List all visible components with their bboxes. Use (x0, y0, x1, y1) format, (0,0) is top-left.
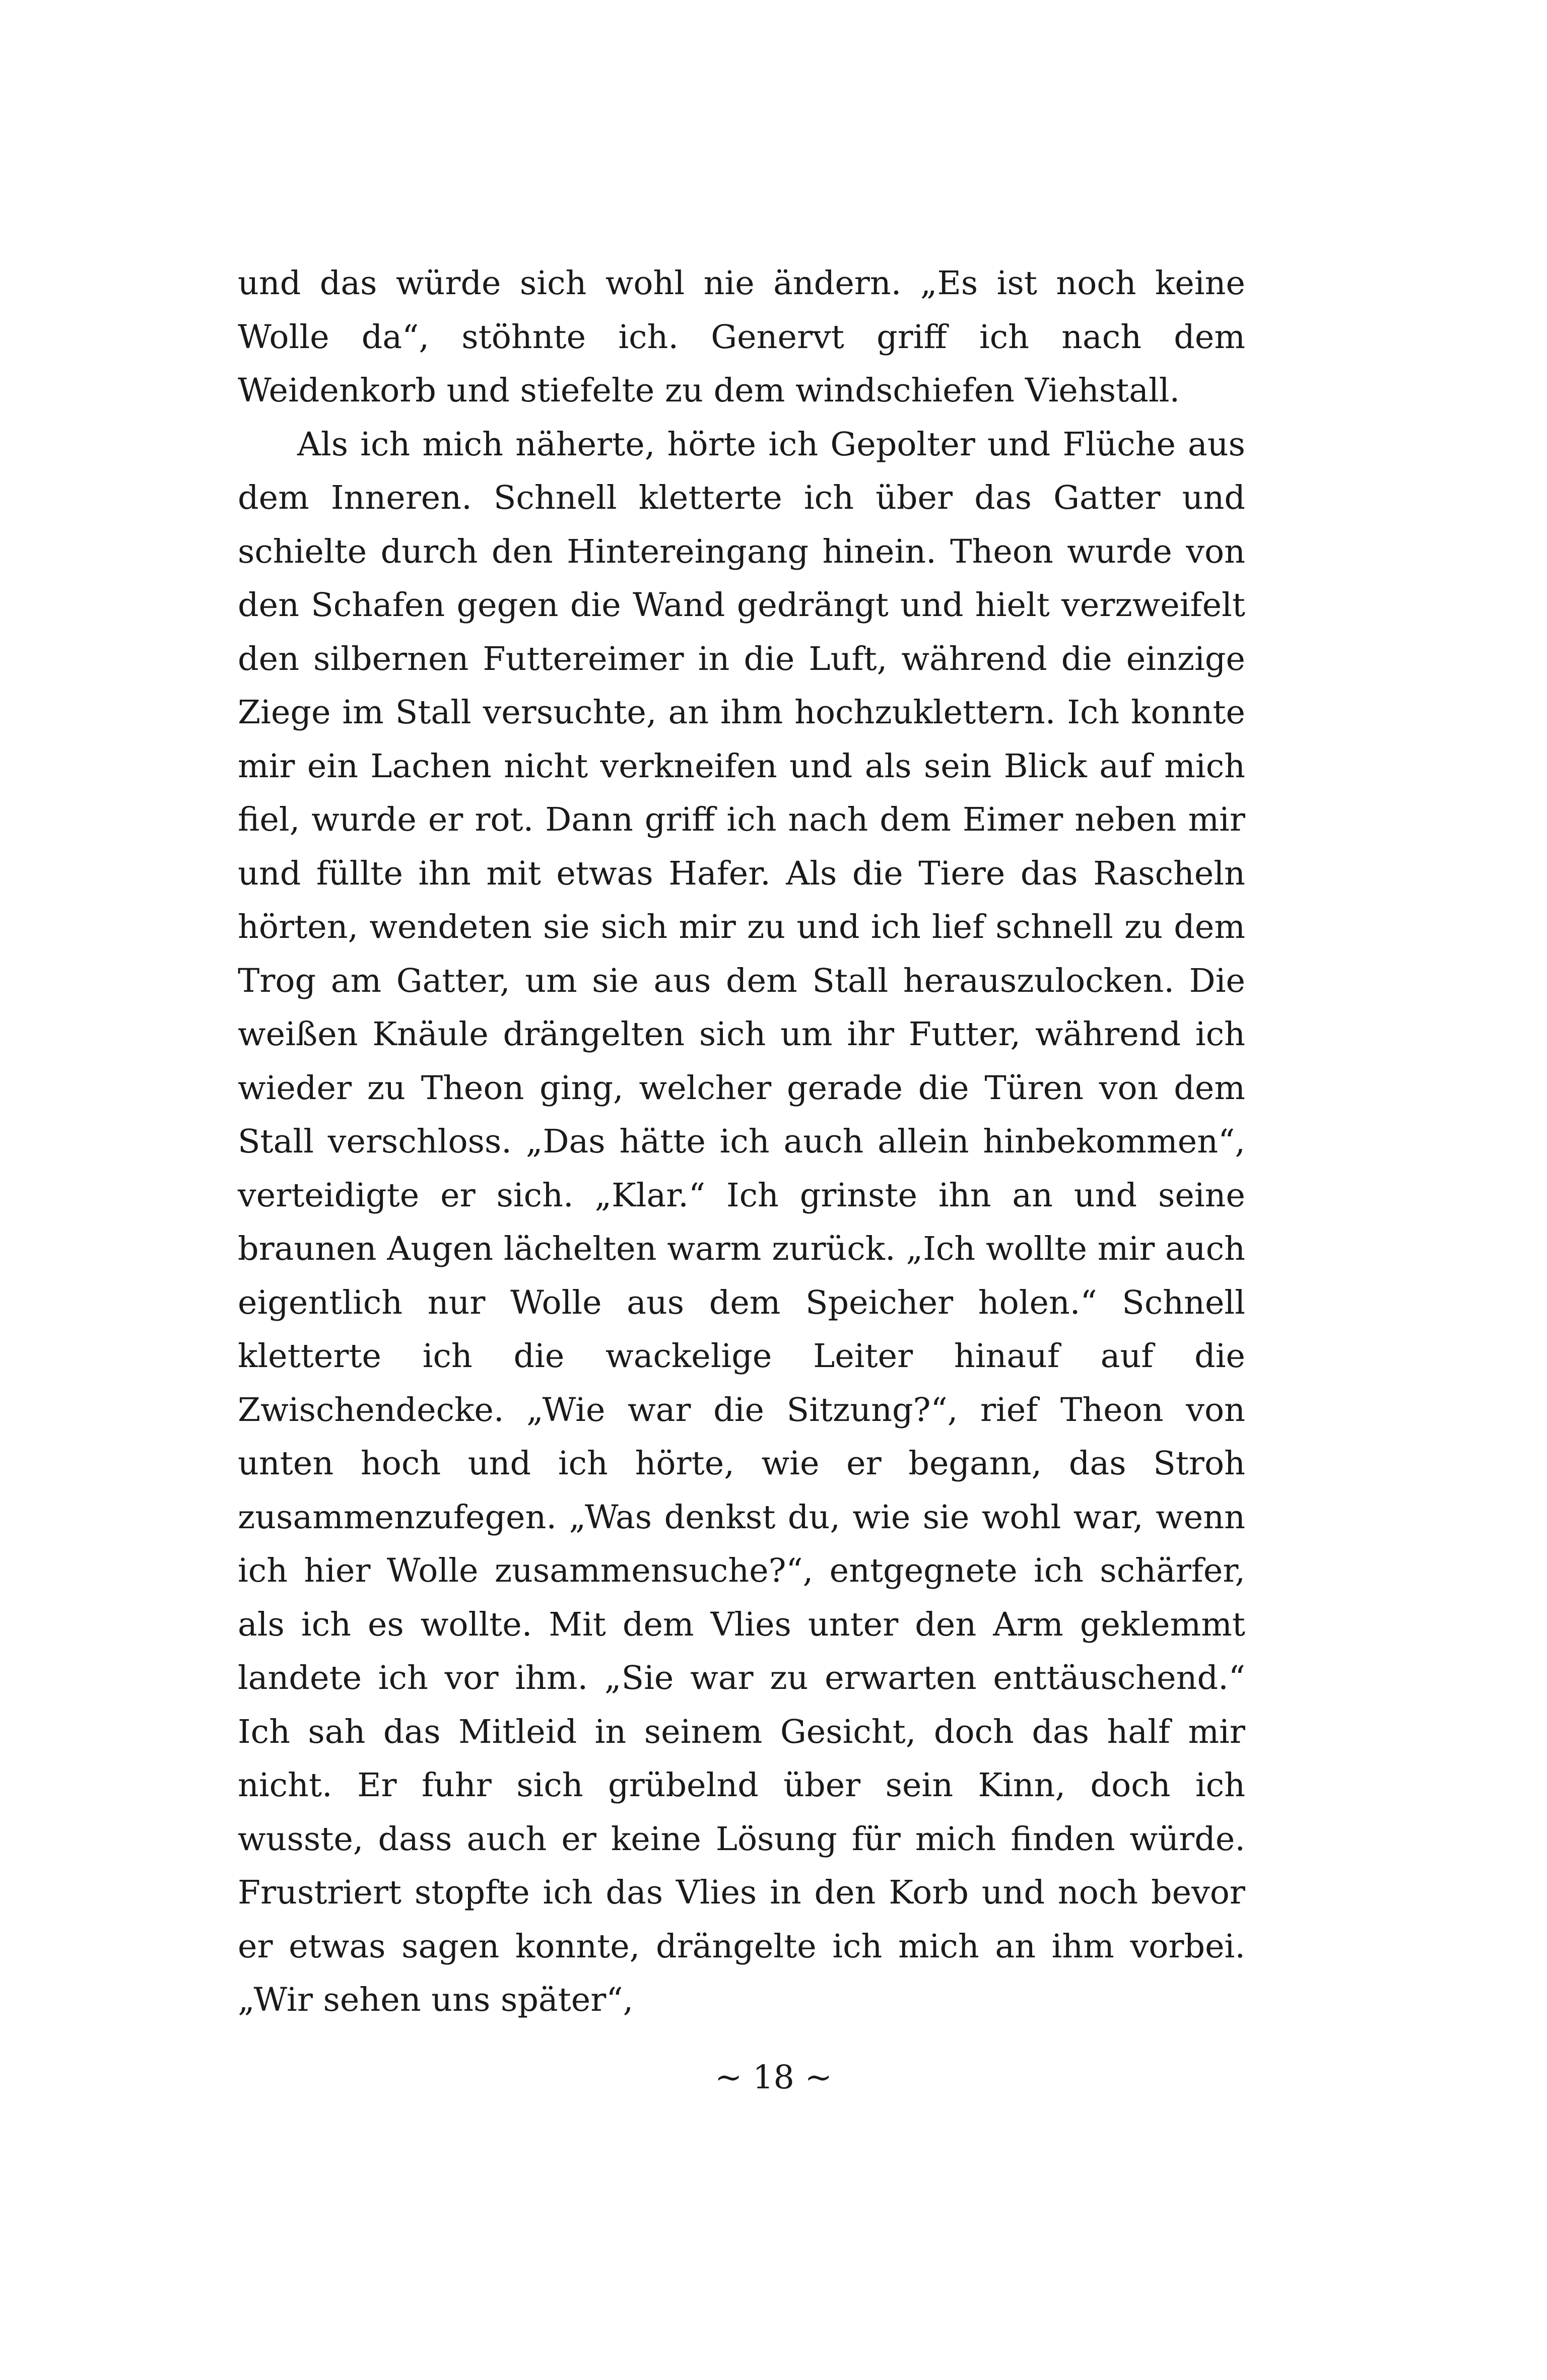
page-number: ~ 18 ~ (715, 2059, 832, 2096)
body-text (238, 257, 1245, 2027)
paragraph-continued: und das würde sich wohl nie ändern. „Es ist noch keine Wolle da“, stöhnte ich. Genervt griff ich nach dem Weidenkorb und stiefelte zu dem windschiefen Viehstall. (238, 264, 1245, 410)
paragraph: Als ich mich näherte, hörte ich Gepolter und Flüche aus dem Inneren. Schnell kletterte ich über das Gatter und schielte durch den Hintereingang hinein. Theon wurde von den Schafen gegen die Wand gedrängt und hielt verzweifelt den silbernen Futtereimer in die Luft, während die einzige Ziege im Stall versuchte, an ihm hochzuklettern. Ich konnte mir ein Lachen nicht verkneifen und als sein Blick auf mich fiel, wurde er rot. Dann griff ich nach dem Eimer neben mir und füllte ihn mit etwas Hafer. Als die Tiere das Rascheln hörten, wendeten sie sich mir zu und ich lief schnell zu dem Trog am Gatter, um sie aus dem Stall herauszulocken. Die weißen Knäule drängelten sich um ihr Futter, während ich wieder zu Theon ging, welcher gerade die Türen von dem Stall verschloss. „Das hätte ich auch allein hinbekommen“, verteidigte er sich. „Klar.“ Ich grinste ihn an und seine braunen Augen lächelten warm zurück. „Ich wollte mir auch eigentlich nur Wolle aus dem Speicher holen.“ Schnell kletterte ich die wackelige Leiter hinauf auf die Zwischendecke. „Wie war die Sitzung?“, rief Theon von unten hoch und ich hörte, wie er begann, das Stroh zusammenzufegen. „Was denkst du, wie sie wohl war, wenn ich hier Wolle zusammensuche?“, entgegnete ich schärfer, als ich es wollte. Mit dem Vlies unter den Arm geklemmt landete ich vor ihm. „Sie war zu erwarten enttäuschend.“ Ich sah das Mitleid in seinem Gesicht, doch das half mir nicht. Er fuhr sich grübelnd über sein Kinn, doch ich wusste, dass auch er keine Lösung für mich finden würde. Frustriert stopfte ich das Vlies in den Korb und noch bevor er etwas sagen konnte, drängelte ich mich an ihm vorbei. „Wir sehen uns später“, (238, 425, 1245, 2019)
